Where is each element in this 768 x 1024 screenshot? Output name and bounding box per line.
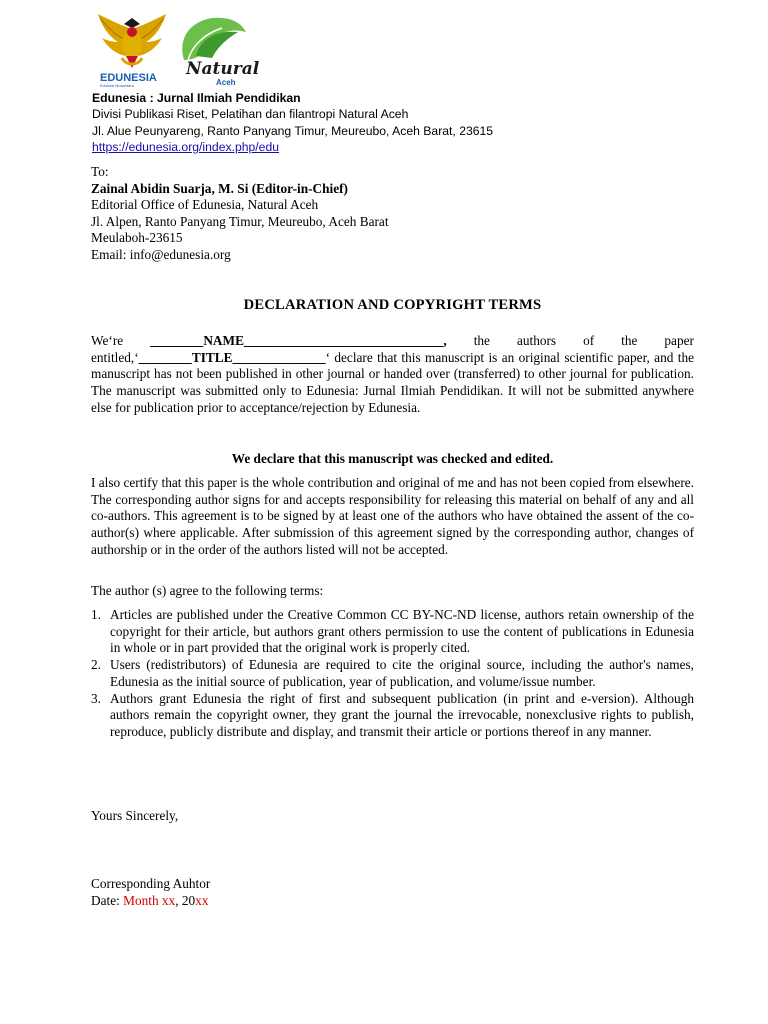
recipient-address: Jl. Alpen, Ranto Panyang Timur, Meureubo, Aceh Barat (91, 213, 389, 229)
letterhead (92, 90, 692, 155)
journal-title: Edunesia : Jurnal Ilmiah Pendidikan (92, 91, 301, 105)
logos (92, 10, 272, 88)
declaration-paragraph: We‘re ________NAME______________________________, the authors of the paper entitled,‘________TITLE______________‘ declare that this manuscript is an original scientific paper, and the manuscript has not been published in other journal or handed over (transferred) to other journal for publication. The manuscript was submitted only to Edunesia: Jurnal Ilmiah Pendidikan. It will not be submitted anywhere else for publication prior to acceptance/rejection by Edunesia. (91, 333, 694, 415)
name-placeholder: ________NAME______________________________, (150, 333, 447, 348)
natural-aceh-logo (182, 18, 259, 87)
terms-intro: The author (s) agree to the following terms: (91, 583, 324, 598)
date-year-placeholder: xx (195, 892, 209, 908)
recipient-email: Email: info@edunesia.org (91, 246, 231, 262)
closing: Yours Sincerely, (91, 808, 179, 823)
to-label: To: (91, 164, 109, 179)
checked-statement: We declare that this manuscript was checked and edited. (231, 451, 554, 466)
recipient-office: Editorial Office of Edunesia, Natural Aceh (91, 197, 319, 213)
certification-paragraph: I also certify that this paper is the whole contribution and original of me and has not been copied from elsewhere. The corresponding author signs for and accepts responsibility for releasing this material on behalf of any and all co-authors. This agreement is to be signed by at least one of the authors who have obtained the assent of the co-author(s) where applicable. After submission of this agreement signed by the corresponding author, changes of authorship or in the order of the authors listed will not be accepted. (91, 475, 694, 557)
journal-url-link[interactable]: https://edunesia.org/index.php/edu (92, 139, 280, 154)
corresponding-author-label: Corresponding Auhtor (91, 876, 211, 891)
signature-block (91, 876, 694, 909)
title-placeholder: ________TITLE______________ (138, 349, 326, 365)
list-item: 1. Articles are published under the Creative Common CC BY-NC-ND license, authors retain ownership of the copyright for their article, but authors grant others permission to use the content of publications in Edunesia in whole or in part provided that the original work is properly cited. (91, 607, 694, 656)
address-line: Jl. Alue Peunyareng, Ranto Panyang Timur, Meureubo, Aceh Barat, 23615 (92, 123, 494, 138)
recipient-block (91, 164, 694, 264)
aceh-wordmark: Aceh (216, 78, 236, 87)
edunesia-wordmark: EDUNESIA (100, 72, 157, 84)
edunesia-logo (92, 10, 272, 88)
recipient-city: Meulaboh-23615 (91, 230, 183, 246)
division-line: Divisi Publikasi Riset, Pelatihan dan filantropi Natural Aceh (92, 107, 409, 122)
list-item: 2. Users (redistributors) of Edunesia are required to cite the original source, including the author's names, Edunesia as the initial source of publication, year of publication, and volume/issue number. (91, 657, 694, 689)
date-month-placeholder: Month xx (123, 892, 176, 908)
recipient-name: Zainal Abidin Suarja, M. Si (Editor-in-Chief) (91, 180, 348, 196)
svg-text:Edukasi Nusantara: Edukasi Nusantara (100, 83, 134, 88)
list-item: 3. Authors grant Edunesia the right of first and subsequent publication (in print and e-version). Although authors remain the copyright owner, they grant the journal the irrevocable, nonexclusive rights to publish, reproduce, publicly distribute and display, and transmit their article or portions thereof in any manner. (91, 690, 694, 739)
terms-list (91, 607, 694, 741)
natural-wordmark: Natural (186, 59, 260, 79)
date-line: Date: Month xx, 20xx (91, 892, 209, 908)
document-title: DECLARATION AND COPYRIGHT TERMS (243, 297, 542, 313)
